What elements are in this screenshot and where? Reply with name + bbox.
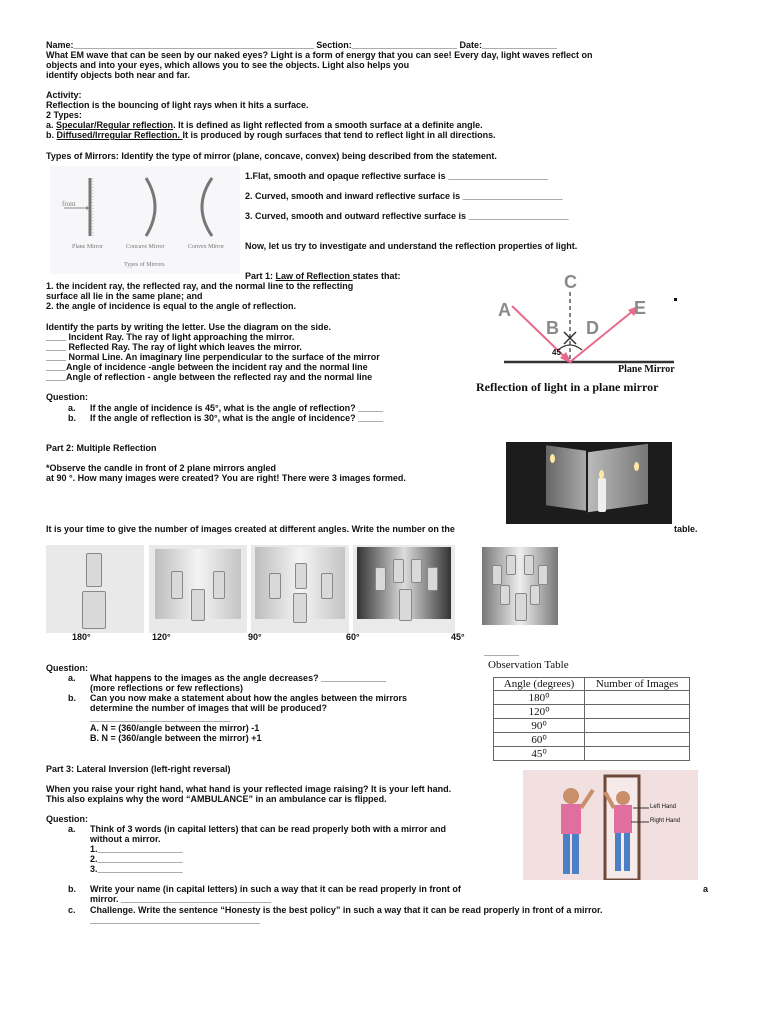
part2-qa[interactable]: What happens to the images as the angle decreases? _____________ (90, 673, 387, 683)
part1-rest: states that: (352, 271, 401, 281)
part2-qb-1: Can you now make a statement about how the angles between the mirrors (90, 693, 408, 703)
table-row (494, 705, 690, 719)
activity-line-2: 2 Types: (46, 110, 82, 120)
part2-task-left: It is your time to give the number of images created at different angles. Write the number on the (46, 524, 455, 534)
part3-qa-2: without a mirror. (90, 834, 161, 844)
date-blank[interactable]: _______________ (481, 40, 558, 50)
law-1a: 1. the incident ray, the reflected ray, and the normal line to the reflecting (46, 281, 354, 291)
part1-qb-letter: b. (68, 413, 76, 423)
part1-qa-letter: a. (68, 403, 76, 413)
observation-table (493, 677, 690, 761)
lateral-inversion-drawing (523, 770, 698, 880)
part3-line-2: This also explains why the word “AMBULANCE” in an ambulance car is flipped. (46, 794, 387, 804)
table-cell-angle: 120⁰ (494, 705, 585, 719)
convex-mirror-label: Convex Mirror (188, 244, 225, 250)
law-1b: surface all lie in the same plane; and (46, 291, 203, 301)
angle-label-60: 60° (346, 632, 360, 642)
activity-type-a (46, 120, 483, 130)
part3-question-label: Question: (46, 814, 88, 824)
mirror-types-drawing (50, 166, 240, 274)
mirror-figure-caption: Types of Mirrors (124, 262, 165, 268)
table-cell-images[interactable] (585, 691, 690, 705)
stray-dot (674, 298, 677, 301)
mirror-question-1[interactable]: 1.Flat, smooth and opaque reflective surface is ____________________ (245, 171, 549, 181)
lateral-inversion-figure (523, 770, 698, 880)
name-blank[interactable]: ________________________________________________ (73, 40, 314, 50)
diagram-label-b: B (546, 318, 559, 338)
convex-mirror-shape (202, 178, 212, 236)
photo-120 (149, 545, 247, 633)
part3-qb-letter: b. (68, 884, 76, 894)
part1-term: Law of Reflection (275, 271, 353, 281)
part2-title: Part 2: Multiple Reflection (46, 443, 157, 453)
table-cell-images[interactable] (585, 747, 690, 761)
table-row (494, 691, 690, 705)
diagram-angle-label: 45 (552, 348, 561, 357)
diagram-label-c: C (564, 272, 577, 292)
angle-label-120: 120° (152, 632, 171, 642)
header-line (46, 40, 557, 50)
type-b-term: Diffused/Irregular Reflection. (56, 130, 183, 140)
table-row (494, 747, 690, 761)
diagram-caption: Reflection of light in a plane mirror (476, 380, 659, 394)
angle-label-180: 180° (72, 632, 91, 642)
part1-heading (245, 271, 401, 281)
part3-qb: Write your name (in capital letters) in such a way that it can be read properly in front of (90, 884, 461, 894)
type-b-rest: It is produced by rough surfaces that tend to reflect light in all directions. (182, 130, 496, 140)
intro-line-1: What EM wave that can be seen by our naked eyes? Light is a form of energy that you can see! Every day, light waves reflect on (46, 50, 593, 60)
part3-line-1: When you raise your right hand, what hand is your reflected image raising? It is your left hand. (46, 784, 452, 794)
identify-item-5[interactable]: ____Angle of reflection - angle between the reflected ray and the normal line (46, 372, 373, 382)
part3-blank-3[interactable]: 3._________________ (90, 864, 183, 874)
part3-qb-tail: a (703, 884, 709, 894)
type-a-rest: . It is defined as light reflected from a smooth surface at a definite angle. (173, 120, 483, 130)
date-label: Date: (459, 40, 482, 50)
part2-observe-1: *Observe the candle in front of 2 plane mirrors angled (46, 463, 277, 473)
type-a-prefix: a. (46, 120, 57, 130)
reflection-diagram (474, 270, 689, 400)
table-cell-angle: 45⁰ (494, 747, 585, 761)
concave-mirror-label: Concave Mirror (126, 244, 165, 250)
part3-qa-1: Think of 3 words (in capital letters) that can be read properly both with a mirror and (90, 824, 447, 834)
part1-question-label: Question: (46, 392, 88, 402)
table-cell-angle: 60⁰ (494, 733, 585, 747)
part3-qa-letter: a. (68, 824, 76, 834)
angle-label-90: 90° (248, 632, 262, 642)
investigate-line: Now, let us try to investigate and understand the reflection properties of light. (245, 241, 578, 251)
plane-mirror-label: Plane Mirror (72, 244, 103, 250)
part2-qa-letter: a. (68, 673, 76, 683)
part2-option-a[interactable]: A. N = (360/angle between the mirror) -1 (90, 723, 260, 733)
mirrors-heading: Types of Mirrors: Identify the type of mirror (plane, concave, convex) being described from the statement. (46, 151, 497, 161)
part2-question-label: Question: (46, 663, 88, 673)
part2-qb-2: determine the number of images that will be produced? (90, 703, 328, 713)
part2-qa-sub: (more reflections or few reflections) (90, 683, 244, 693)
part1-lead: Part 1: (245, 271, 276, 281)
diagram-label-e: E (634, 298, 647, 318)
reflected-ray (570, 310, 634, 362)
table-cell-images[interactable] (585, 733, 690, 747)
part3-qb-2[interactable]: mirror. ______________________________ (90, 894, 272, 904)
activity-title: Activity: (46, 90, 82, 100)
intro-line-3: identify objects both near and far. (46, 70, 191, 80)
identify-item-3[interactable]: ____ Normal Line. An imaginary line perpendicular to the surface of the mirror (46, 352, 380, 362)
intro-line-2: objects and into your eyes, which allows you to see the objects. Light also helps you (46, 60, 410, 70)
activity-line-1: Reflection is the bouncing of light rays when it hits a surface. (46, 100, 309, 110)
part3-qc-blank[interactable]: __________________________________ (90, 915, 261, 925)
photo-45 (478, 545, 562, 635)
blank-under-photos: _______ (484, 647, 520, 657)
identify-item-4[interactable]: ____Angle of incidence -angle between the incident ray and the normal line (46, 362, 368, 372)
identify-instruction: Identify the parts by writing the letter. Use the diagram on the side. (46, 322, 332, 332)
diagram-mirror-label: Plane Mirror (618, 364, 675, 375)
activity-type-b (46, 130, 496, 140)
right-hand-label: Right Hand (650, 818, 681, 824)
table-row (494, 733, 690, 747)
law-2: 2. the angle of incidence is equal to the angle of reflection. (46, 301, 297, 311)
section-label: Section: (316, 40, 352, 50)
diagram-label-d: D (586, 318, 599, 338)
part3-qc: Challenge. Write the sentence “Honesty is the best policy” in such a way that it can be read properly in front of a mirror. (90, 905, 603, 915)
incident-ray (512, 306, 570, 362)
identify-item-2[interactable]: ____ Reflected Ray. The ray of light which leaves the mirror. (46, 342, 302, 352)
section-blank[interactable]: _____________________ (351, 40, 457, 50)
part1-qa[interactable]: If the angle of incidence is 45°, what is the angle of reflection? _____ (90, 403, 384, 413)
part3-blank-1[interactable]: 1._________________ (90, 844, 183, 854)
part1-qb[interactable]: If the angle of reflection is 30°, what is the angle of incidence? _____ (90, 413, 384, 423)
type-b-prefix: b. (46, 130, 57, 140)
mirror-question-2[interactable]: 2. Curved, smooth and inward reflective surface is ____________________ (245, 191, 563, 201)
diagram-label-a: A (498, 300, 511, 320)
part2-qb-letter: b. (68, 693, 76, 703)
table-row (494, 719, 690, 733)
front-label: front (62, 200, 76, 208)
table-header: Number of Images (585, 678, 690, 691)
observation-table-title: Observation Table (488, 659, 569, 671)
part2-option-b[interactable]: B. N = (360/angle between the mirror) +1 (90, 733, 262, 743)
candle-mirrors-photo (506, 442, 672, 524)
name-label: Name: (46, 40, 74, 50)
concave-mirror-shape (146, 178, 155, 236)
person-head (563, 788, 579, 804)
angle-label-45: 45° (451, 632, 465, 642)
identify-item-1[interactable]: ____ Incident Ray. The ray of light approaching the mirror. (46, 332, 295, 342)
part3-title: Part 3: Lateral Inversion (left-right reversal) (46, 764, 231, 774)
table-cell-angle: 180⁰ (494, 691, 585, 705)
part3-qc-letter: c. (68, 905, 76, 915)
table-cell-angle: 90⁰ (494, 719, 585, 733)
table-header-row (494, 678, 690, 691)
part2-qb-blank[interactable]: ____________________________ (90, 713, 231, 723)
photo-90 (251, 545, 349, 633)
part3-blank-2[interactable]: 2._________________ (90, 854, 183, 864)
mirror-question-3[interactable]: 3. Curved, smooth and outward reflective surface is ____________________ (245, 211, 569, 221)
part2-observe-2: at 90 °. How many images were created? You are right! There were 3 images formed. (46, 473, 406, 483)
person-shirt (561, 804, 581, 834)
type-a-term: Specular/Regular reflection (56, 120, 174, 130)
mirror-types-figure (50, 166, 240, 274)
table-header: Angle (degrees) (494, 678, 585, 691)
photo-60 (353, 545, 455, 633)
photo-180 (46, 545, 144, 633)
table-cell-images[interactable] (585, 705, 690, 719)
left-hand-label: Left Hand (650, 804, 677, 810)
part2-task-right: table. (674, 524, 698, 534)
table-cell-images[interactable] (585, 719, 690, 733)
